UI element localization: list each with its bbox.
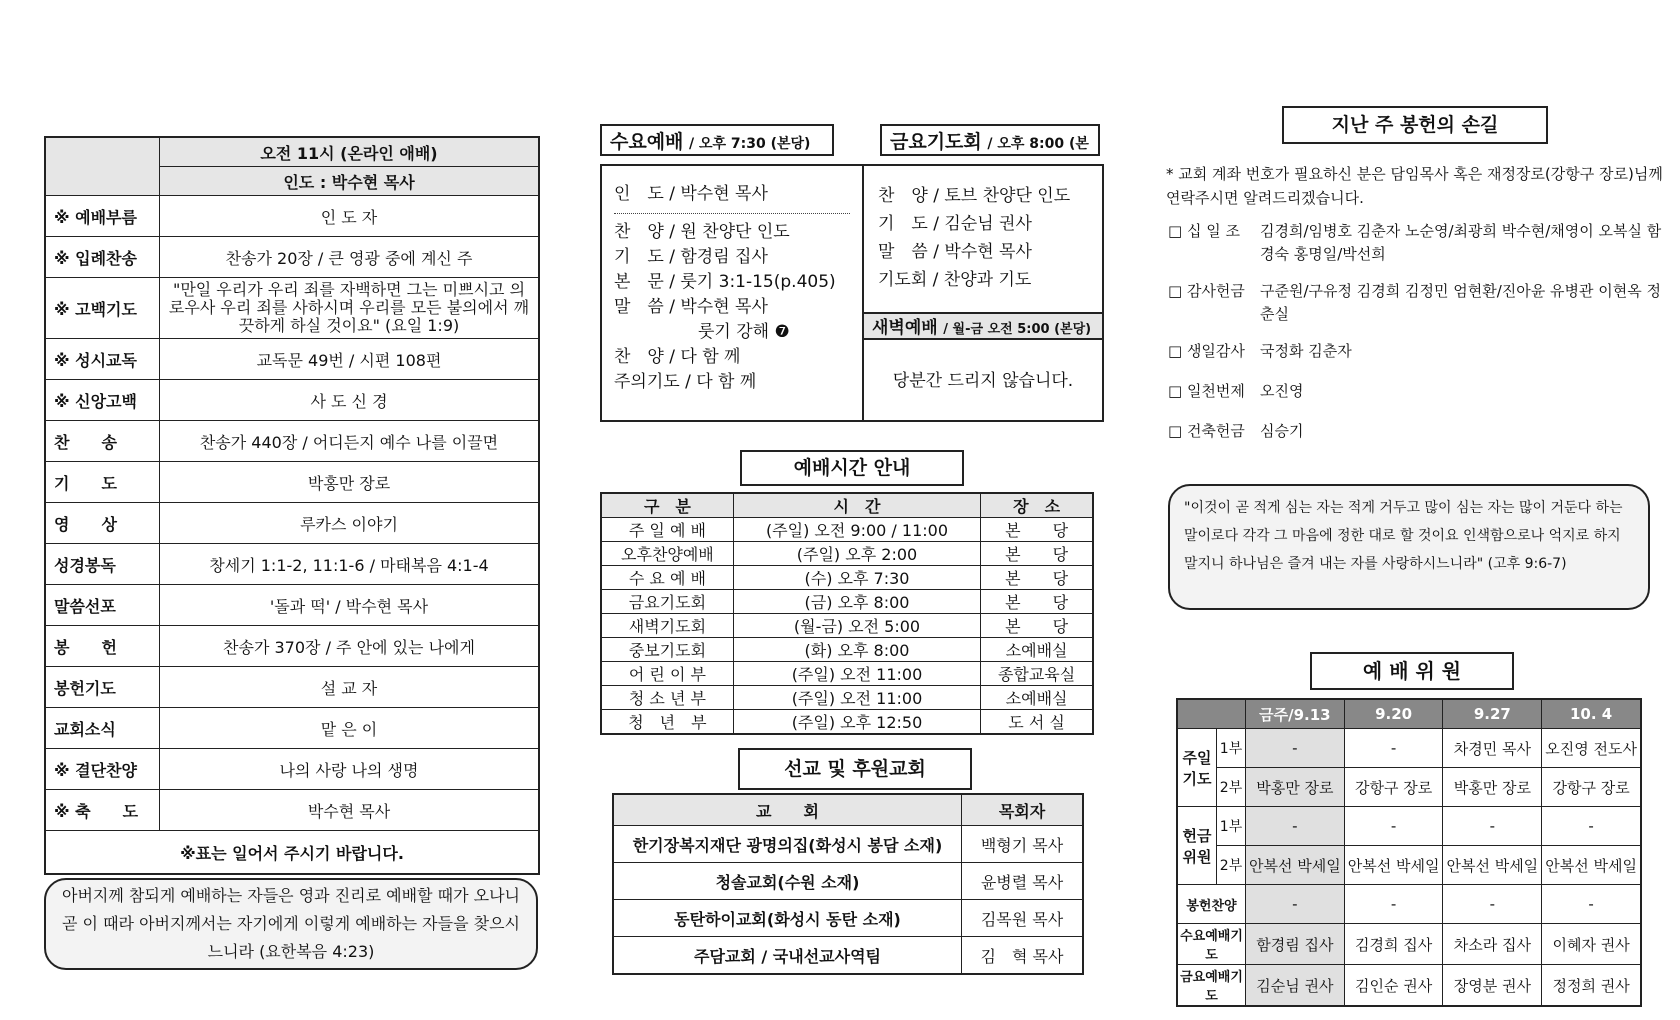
friday-line: 기도회 / 찬양과 기도: [878, 270, 1032, 290]
wednesday-time: / 오후 7:30 (본당): [689, 136, 811, 152]
friday-line: 말 씀 / 박수현 목사: [878, 242, 1032, 262]
order-header-leader: 인도 : 박수현 목사: [160, 167, 540, 196]
committee-group-offering: 헌금위원: [1177, 807, 1217, 885]
times-row: [601, 638, 1093, 662]
times-row: [601, 566, 1093, 590]
offering-title: 지난 주 봉헌의 손길: [1282, 106, 1548, 144]
committee-role-friday: 금요예배기도: [1177, 965, 1246, 1007]
times-cell: 주 일 예 배: [601, 518, 733, 542]
offering-item: [1168, 380, 1670, 403]
order-row: [45, 503, 539, 544]
offering-item-label: □ 건축헌금: [1168, 422, 1245, 440]
mission-row: [613, 826, 1083, 863]
order-row: [45, 237, 539, 278]
friday-title: 금요기도회: [890, 131, 982, 153]
mission-church: 청솔교회(수원 소재): [613, 863, 962, 900]
committee-date: 금주/9.13: [1246, 699, 1345, 729]
mission-row: [613, 900, 1083, 937]
order-row-value: 교독문 49번 / 시편 108편: [160, 339, 540, 380]
order-row-value: 찬송가 440장 / 어디든지 예수 나를 이끌면: [160, 421, 540, 462]
order-row-value: 인 도 자: [160, 196, 540, 237]
times-row: [601, 686, 1093, 710]
mission-table: [612, 793, 1084, 975]
committee-cell: -: [1443, 885, 1542, 924]
times-cell: (주일) 오전 9:00 / 11:00: [733, 518, 980, 542]
order-row-value: 찬송가 370장 / 주 안에 있는 나에게: [160, 626, 540, 667]
wednesday-line: 인 도 / 박수현 목사: [614, 184, 768, 204]
friday-line: 찬 양 / 토브 찬양단 인도: [878, 186, 1071, 206]
times-cell: (금) 오후 8:00: [733, 590, 980, 614]
offering-item-names: 오진영: [1260, 382, 1304, 400]
committee-cell: 함경림 집사: [1246, 924, 1345, 965]
order-row-label: 교회소식: [45, 708, 160, 749]
mission-pastor: 윤병렬 목사: [962, 863, 1084, 900]
committee-cell: 박홍만 장로: [1246, 768, 1345, 807]
mission-pastor: 김목원 목사: [962, 900, 1084, 937]
committee-part: 2부: [1217, 846, 1246, 885]
mission-church: 한기장복지재단 광명의집(화성시 봉담 소재): [613, 826, 962, 863]
wednesday-line: 기 도 / 함경림 집사: [614, 247, 768, 267]
order-row: [45, 196, 539, 237]
dawn-title-box: [864, 312, 1102, 340]
times-cell: 청 년 부: [601, 710, 733, 735]
committee-cell: -: [1246, 885, 1345, 924]
friday-title-box: [880, 124, 1100, 156]
order-row-label: ※ 성시교독: [45, 339, 160, 380]
mission-row: [613, 937, 1083, 975]
offering-item-names: 심승기: [1260, 422, 1304, 440]
committee-cell: 김경희 집사: [1344, 924, 1443, 965]
order-row: [45, 278, 539, 339]
wednesday-line: 주의기도 / 다 함 께: [614, 372, 757, 392]
order-row: [45, 462, 539, 503]
times-cell: 어 린 이 부: [601, 662, 733, 686]
wednesday-line: 찬 양 / 다 함 께: [614, 347, 741, 367]
offering-item-label: □ 일천번제: [1168, 382, 1245, 400]
order-row-value: '돌과 떡' / 박수현 목사: [160, 585, 540, 626]
committee-table: [1176, 698, 1642, 1007]
order-note: ※표는 일어서 주시기 바랍니다.: [45, 831, 539, 875]
right-verse-text: "이것이 곧 적게 심는 자는 적게 거두고 많이 심는 자는 많이 거둔다 하는 말이로다 각각 그 마음에 정한 대로 할 것이요 인색함으로나 억지로 하지 말지니 하나님은 즐겨 내는 자를 사랑하시느니라" (고후 9:6-7): [1184, 500, 1623, 572]
wednesday-title: 수요예배: [610, 131, 684, 153]
committee-cell: 안복선 박세일: [1542, 846, 1641, 885]
offering-item-names: 국정화 김춘자: [1260, 342, 1352, 360]
order-row: [45, 421, 539, 462]
left-verse-box: [44, 878, 538, 970]
order-row-label: ※ 신앙고백: [45, 380, 160, 421]
times-cell: (주일) 오후 12:50: [733, 710, 980, 735]
worship-times-title: 예배시간 안내: [740, 450, 964, 486]
times-cell: (월-금) 오전 5:00: [733, 614, 980, 638]
times-cell: 종합교육실: [981, 662, 1093, 686]
mission-pastor: 김 혁 목사: [962, 937, 1084, 975]
committee-group-prayer: 주일기도: [1177, 729, 1217, 807]
order-row: [45, 380, 539, 421]
times-cell: 중보기도회: [601, 638, 733, 662]
times-cell: (주일) 오전 11:00: [733, 662, 980, 686]
friday-line: 기 도 / 김순님 권사: [878, 214, 1032, 234]
dawn-note: 당분간 드리지 않습니다.: [892, 371, 1074, 391]
times-cell: 청 소 년 부: [601, 686, 733, 710]
committee-date: 9.27: [1443, 699, 1542, 729]
order-row-label: 기 도: [45, 462, 160, 503]
order-row-value: 나의 사랑 나의 생명: [160, 749, 540, 790]
wednesday-line: 룻기 강해 ❼: [698, 322, 790, 342]
times-cell: 소예배실: [981, 686, 1093, 710]
mission-church: 주담교회 / 국내선교사역팀: [613, 937, 962, 975]
committee-cell: -: [1344, 807, 1443, 846]
times-row: [601, 710, 1093, 735]
order-row-value: 설 교 자: [160, 667, 540, 708]
offering-item-label: □ 십 일 조: [1168, 222, 1240, 240]
committee-date: 9.20: [1344, 699, 1443, 729]
order-row-label: 봉 헌: [45, 626, 160, 667]
committee-part: 1부: [1217, 729, 1246, 768]
wednesday-program: [614, 182, 850, 395]
mission-row: [613, 863, 1083, 900]
order-row: [45, 544, 539, 585]
friday-time: / 오후 8:00 (본: [987, 136, 1089, 152]
order-row: [45, 790, 539, 831]
dawn-title: 새벽예배: [872, 318, 938, 338]
mission-header: 교 회: [613, 794, 962, 826]
committee-cell: -: [1542, 807, 1641, 846]
order-row-value: 찬송가 20장 / 큰 영광 중에 계신 주: [160, 237, 540, 278]
times-cell: 수 요 예 배: [601, 566, 733, 590]
offering-item-names: 김경희/임병호 김춘자 노순영/최광희 박수현/채영이 오복실 함경숙 홍명일/박선희: [1260, 222, 1662, 263]
times-row: [601, 518, 1093, 542]
times-cell: 오후찬양예배: [601, 542, 733, 566]
left-verse-text: 아버지께 참되게 예배하는 자들은 영과 진리로 예배할 때가 오나니 곧 이 때라 아버지께서는 자기에게 이렇게 예배하는 자들을 찾으시느니라 (요한복음 4:23): [62, 886, 521, 961]
committee-cell: 차소라 집사: [1443, 924, 1542, 965]
order-row: [45, 749, 539, 790]
order-row-value: 사 도 신 경: [160, 380, 540, 421]
times-cell: 새벽기도회: [601, 614, 733, 638]
times-cell: (주일) 오후 2:00: [733, 542, 980, 566]
times-cell: 본 당: [981, 542, 1093, 566]
order-row-label: 말씀선포: [45, 585, 160, 626]
wednesday-title-box: [600, 124, 834, 156]
committee-cell: -: [1542, 885, 1641, 924]
offering-notice: * 교회 계좌 번호가 필요하신 분은 담임목사 혹은 재정장로(강항구 장로)님께 연락주시면 알려드리겠습니다.: [1166, 165, 1663, 207]
services-box: [600, 164, 1104, 422]
committee-cell: 오진영 전도사: [1542, 729, 1641, 768]
committee-cell: 안복선 박세일: [1443, 846, 1542, 885]
committee-part: 2부: [1217, 768, 1246, 807]
committee-title: 예 배 위 원: [1310, 652, 1514, 690]
order-header-blank: [45, 137, 160, 196]
order-row-label: 영 상: [45, 503, 160, 544]
times-cell: 본 당: [981, 590, 1093, 614]
committee-role-wednesday: 수요예배기도: [1177, 924, 1246, 965]
committee-role-choir: 봉헌찬양: [1177, 885, 1246, 924]
times-cell: (수) 오후 7:30: [733, 566, 980, 590]
times-cell: 본 당: [981, 518, 1093, 542]
mission-pastor: 백형기 목사: [962, 826, 1084, 863]
committee-cell: -: [1246, 729, 1345, 768]
times-row: [601, 590, 1093, 614]
times-header: 구 분: [601, 493, 733, 518]
worship-times-table: [600, 492, 1094, 735]
times-cell: (화) 오후 8:00: [733, 638, 980, 662]
order-row-label: 성경봉독: [45, 544, 160, 585]
committee-cell: 김순님 권사: [1246, 965, 1345, 1007]
times-row: [601, 542, 1093, 566]
offering-item: [1168, 340, 1670, 363]
mission-title: 선교 및 후원교회: [738, 748, 972, 790]
committee-cell: -: [1246, 807, 1345, 846]
committee-cell: 이혜자 권사: [1542, 924, 1641, 965]
times-cell: 금요기도회: [601, 590, 733, 614]
times-cell: 본 당: [981, 566, 1093, 590]
committee-cell: 장영분 권사: [1443, 965, 1542, 1007]
order-row: [45, 667, 539, 708]
committee-cell: 안복선 박세일: [1246, 846, 1345, 885]
committee-cell: 김인순 권사: [1344, 965, 1443, 1007]
right-verse-box: [1168, 484, 1650, 610]
times-row: [601, 662, 1093, 686]
times-cell: 본 당: [981, 614, 1093, 638]
times-header: 시 간: [733, 493, 980, 518]
offering-item: [1168, 220, 1670, 266]
order-header-time: 오전 11시 (온라인 애배): [160, 137, 540, 167]
order-row-value: "만일 우리가 우리 죄를 자백하면 그는 미쁘시고 의로우사 우리 죄를 사하시며 우리를 모든 불의에서 깨끗하게 하실 것이요" (요일 1:9): [160, 278, 540, 339]
times-header: 장 소: [981, 493, 1093, 518]
committee-cell: 강항구 장로: [1542, 768, 1641, 807]
order-row-label: 찬 송: [45, 421, 160, 462]
committee-cell: 안복선 박세일: [1344, 846, 1443, 885]
order-of-service-table: [44, 136, 540, 875]
times-cell: 소예배실: [981, 638, 1093, 662]
offering-item-label: □ 감사헌금: [1168, 282, 1245, 300]
offering-item: [1168, 280, 1670, 326]
committee-part: 1부: [1217, 807, 1246, 846]
order-row-label: ※ 축 도: [45, 790, 160, 831]
order-row-value: 박수현 목사: [160, 790, 540, 831]
wednesday-line: 말 씀 / 박수현 목사: [614, 297, 768, 317]
order-row: [45, 339, 539, 380]
committee-cell: 강항구 장로: [1344, 768, 1443, 807]
wednesday-line: 찬 양 / 원 찬양단 인도: [614, 222, 790, 242]
order-row-label: ※ 입례찬송: [45, 237, 160, 278]
committee-cell: 박홍만 장로: [1443, 768, 1542, 807]
order-row: [45, 626, 539, 667]
wednesday-line: 본 문 / 룻기 3:1-15(p.405): [614, 272, 836, 292]
order-row-value: 박홍만 장로: [160, 462, 540, 503]
mission-header: 목회자: [962, 794, 1084, 826]
dawn-time: / 월-금 오전 5:00 (본당): [943, 322, 1092, 337]
committee-corner: [1177, 699, 1246, 729]
times-cell: 도 서 실: [981, 710, 1093, 735]
order-row: [45, 585, 539, 626]
order-row-value: 맡 은 이: [160, 708, 540, 749]
order-row-label: ※ 고백기도: [45, 278, 160, 339]
offering-item-label: □ 생일감사: [1168, 342, 1245, 360]
order-row: [45, 708, 539, 749]
offering-item-names: 구준원/구유정 김경희 김정민 엄현환/진아윤 유병관 이현옥 정춘실: [1260, 282, 1661, 323]
mission-church: 동탄하이교회(화성시 동탄 소재): [613, 900, 962, 937]
order-row-value: 루카스 이야기: [160, 503, 540, 544]
committee-cell: 정정희 권사: [1542, 965, 1641, 1007]
committee-cell: 차경민 목사: [1443, 729, 1542, 768]
order-row-value: 창세기 1:1-2, 11:1-6 / 마태복음 4:1-4: [160, 544, 540, 585]
committee-cell: -: [1344, 885, 1443, 924]
friday-program: [878, 182, 1098, 294]
times-row: [601, 614, 1093, 638]
committee-date: 10. 4: [1542, 699, 1641, 729]
committee-cell: -: [1443, 807, 1542, 846]
order-row-label: ※ 결단찬양: [45, 749, 160, 790]
offering-item: [1168, 420, 1670, 443]
order-row-label: ※ 예배부름: [45, 196, 160, 237]
order-row-label: 봉헌기도: [45, 667, 160, 708]
committee-cell: -: [1344, 729, 1443, 768]
times-cell: (주일) 오전 11:00: [733, 686, 980, 710]
